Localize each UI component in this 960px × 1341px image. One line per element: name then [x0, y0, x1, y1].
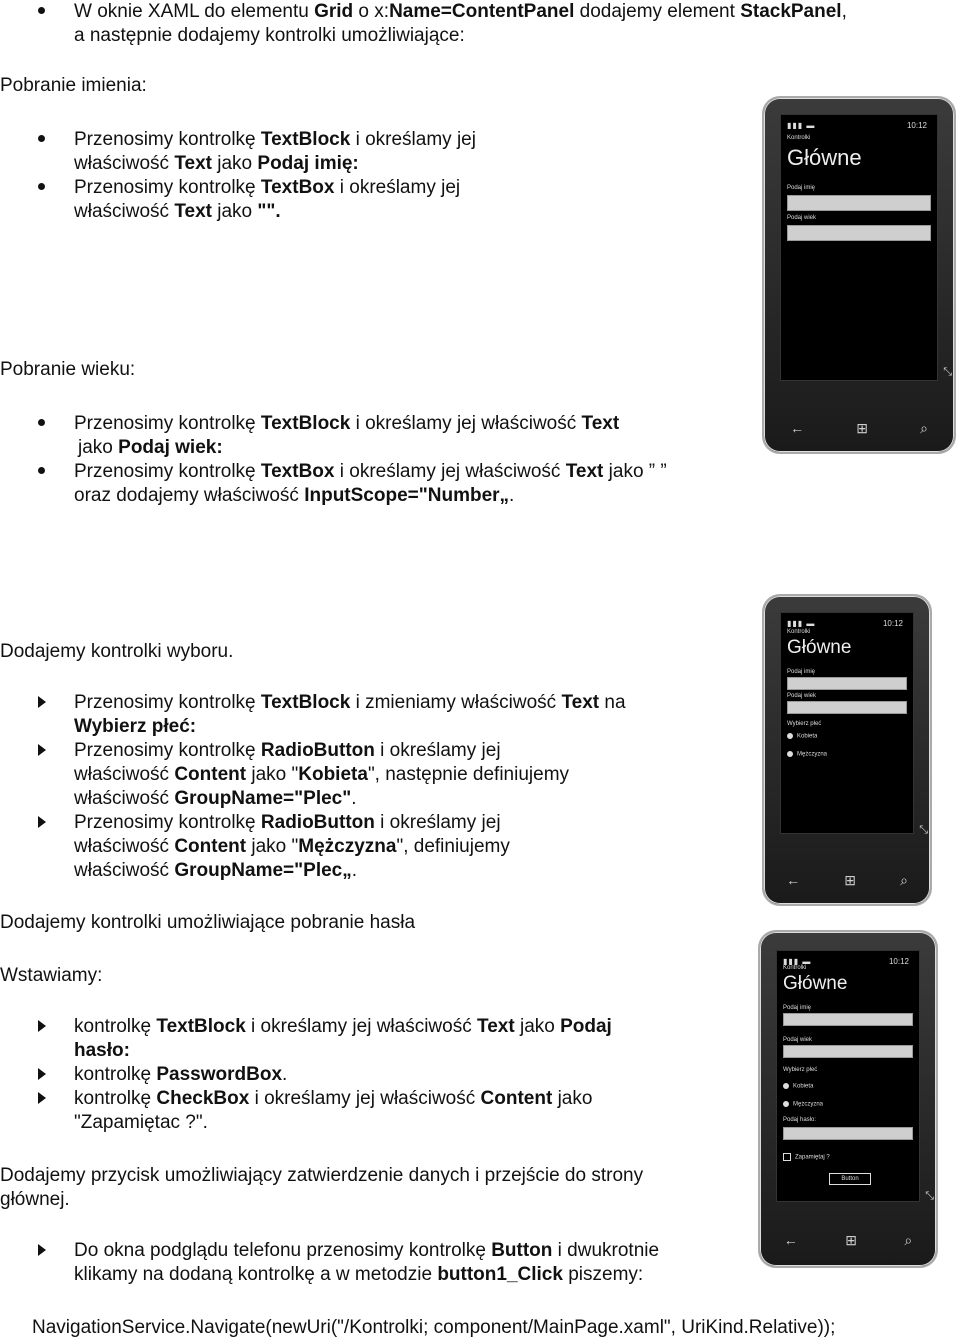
phone-screen — [780, 612, 914, 834]
bullet-arrow-icon — [38, 696, 46, 708]
page-title: Główne — [783, 973, 848, 994]
wiek-item2-line1: Przenosimy kontrolkę TextBox i określamy jej właściwość Text jako ” ” — [74, 461, 667, 482]
bullet-icon — [38, 183, 45, 190]
intro-item-line2: a następnie dodajemy kontrolki umożliwiające: — [74, 25, 465, 46]
textbox-wiek[interactable] — [787, 225, 931, 241]
heading-haslo: Dodajemy kontrolki umożliwiające pobranie hasła — [0, 912, 416, 933]
resize-icon[interactable]: ⤡ — [943, 366, 952, 378]
wybor-item2-line2: właściwość Content jako "Kobieta", następnie definiujemy — [74, 764, 570, 785]
subheading-wstawiamy: Wstawiamy: — [0, 965, 103, 986]
intro-item-line1: W oknie XAML do elementu Grid o x:Name=ContentPanel dodajemy element StackPanel, — [74, 1, 847, 22]
label-wiek: Podaj wiek — [783, 1037, 813, 1043]
bullet-icon — [38, 135, 45, 142]
search-icon[interactable]: ⌕ — [900, 871, 908, 888]
status-bar: ▮▮▮ ▬ 10:12 — [783, 957, 909, 966]
textbox-imie[interactable] — [783, 1013, 913, 1026]
wybor-item2-line1: Przenosimy kontrolkę RadioButton i określamy jej — [74, 740, 501, 761]
phone-screen — [780, 114, 938, 381]
heading-przycisk-line1: Dodajemy przycisk umożliwiający zatwierdzenie danych i przejście do strony — [0, 1165, 644, 1186]
bullet-icon — [38, 7, 45, 14]
status-bar: ▮▮▮ ▬ 10:12 — [787, 619, 903, 628]
label-wiek: Podaj wiek — [787, 215, 817, 221]
phone-mockup-1 — [762, 96, 956, 454]
signal-icon: ▮▮▮ ▬ — [783, 957, 812, 966]
signal-icon: ▮▮▮ ▬ — [787, 121, 816, 130]
wiek-item1-line1: Przenosimy kontrolkę TextBlock i określamy jej właściwość Text — [74, 413, 620, 434]
app-label: Kontrolki — [787, 135, 811, 141]
textbox-imie[interactable] — [787, 195, 931, 211]
wybor-item1-line2: Wybierz płeć: — [74, 716, 197, 737]
bullet-arrow-icon — [38, 744, 46, 756]
textbox-imie[interactable] — [787, 677, 907, 690]
radio-mezczyzna[interactable]: Mężczyzna — [787, 751, 827, 758]
resize-icon[interactable]: ⤡ — [919, 824, 928, 836]
label-plec: Wybierz płeć — [783, 1067, 818, 1073]
imie-item2-line1: Przenosimy kontrolkę TextBox i określamy jej — [74, 177, 461, 198]
haslo-item3-line1: kontrolkę CheckBox i określamy jej właściwość Content jako — [74, 1088, 593, 1109]
radio-icon — [787, 751, 793, 757]
resize-icon[interactable]: ⤡ — [925, 1190, 934, 1202]
nav-bar — [760, 1228, 936, 1252]
label-wiek: Podaj wiek — [787, 693, 817, 699]
radio-kobieta[interactable]: Kobieta — [783, 1083, 813, 1090]
label-imie: Podaj imię — [787, 185, 816, 191]
code-line: NavigationService.Navigate(newUri("/Kontrolki; component/MainPage.xaml", UriKind.Relative)); — [32, 1317, 836, 1338]
imie-item1-line2: właściwość Text jako Podaj imię: — [74, 153, 359, 174]
bullet-icon — [38, 419, 45, 426]
imie-item2-line2: właściwość Text jako "". — [74, 201, 281, 222]
bullet-icon — [38, 467, 45, 474]
wybor-item1-line1: Przenosimy kontrolkę TextBlock i zmieniamy właściwość Text na — [74, 692, 626, 713]
wybor-item3-line1: Przenosimy kontrolkę RadioButton i określamy jej — [74, 812, 501, 833]
page-title: Główne — [787, 637, 852, 658]
haslo-item3-line2: "Zapamiętac ?". — [74, 1112, 208, 1133]
search-icon[interactable]: ⌕ — [904, 1231, 913, 1248]
heading-wybor: Dodajemy kontrolki wyboru. — [0, 641, 234, 662]
status-bar: ▮▮▮ ▬ 10:12 — [787, 121, 927, 130]
radio-icon — [783, 1083, 789, 1089]
phone-mockup-3 — [758, 930, 938, 1268]
search-icon[interactable]: ⌕ — [920, 419, 928, 436]
haslo-item1-line1: kontrolkę TextBlock i określamy jej właściwość Text jako Podaj — [74, 1016, 612, 1037]
checkbox-zapamietaj[interactable]: Zapamiętaj ? — [783, 1153, 830, 1161]
radio-mezczyzna[interactable]: Mężczyzna — [783, 1101, 823, 1108]
bullet-arrow-icon — [38, 1068, 46, 1080]
signal-icon: ▮▮▮ ▬ — [787, 619, 816, 628]
haslo-item2-line1: kontrolkę PasswordBox. — [74, 1064, 288, 1085]
label-imie: Podaj imię — [787, 669, 816, 675]
nav-bar — [764, 868, 930, 892]
back-icon[interactable]: ← — [790, 420, 805, 436]
bullet-arrow-icon — [38, 816, 46, 828]
przycisk-item1-line2: klikamy na dodaną kontrolkę a w metodzie button1_Click piszemy: — [74, 1264, 644, 1285]
heading-imie: Pobranie imienia: — [0, 75, 147, 96]
heading-wiek: Pobranie wieku: — [0, 359, 136, 380]
windows-icon[interactable]: ⊞ — [844, 871, 856, 888]
phone-mockup-2 — [762, 594, 932, 906]
app-label: Kontrolki — [787, 629, 811, 635]
nav-bar — [764, 416, 954, 440]
radio-icon — [783, 1101, 789, 1107]
bullet-arrow-icon — [38, 1092, 46, 1104]
label-plec: Wybierz płeć — [787, 721, 822, 727]
radio-kobieta[interactable]: Kobieta — [787, 733, 817, 740]
back-icon[interactable]: ← — [786, 872, 801, 888]
imie-item1-line1: Przenosimy kontrolkę TextBlock i określamy jej — [74, 129, 476, 150]
phone-button[interactable]: Button — [829, 1173, 871, 1185]
phone-screen — [776, 950, 920, 1202]
przycisk-item1-line1: Do okna podglądu telefonu przenosimy kontrolkę Button i dwukrotnie — [74, 1240, 660, 1261]
page-title: Główne — [787, 145, 862, 170]
back-icon[interactable]: ← — [783, 1232, 798, 1248]
textbox-wiek[interactable] — [787, 701, 907, 714]
wiek-item2-line2: oraz dodajemy właściwość InputScope="Number„. — [74, 485, 515, 506]
haslo-item1-line2: hasło: — [74, 1040, 130, 1061]
wiek-item1-line2: jako Podaj wiek: — [78, 437, 223, 458]
passwordbox[interactable] — [783, 1127, 913, 1140]
windows-icon[interactable]: ⊞ — [845, 1231, 857, 1248]
radio-icon — [787, 733, 793, 739]
checkbox-icon — [783, 1153, 791, 1161]
windows-icon[interactable]: ⊞ — [856, 419, 868, 436]
wybor-item3-line2: właściwość Content jako "Mężczyzna", definiujemy — [74, 836, 510, 857]
textbox-wiek[interactable] — [783, 1045, 913, 1058]
bullet-arrow-icon — [38, 1244, 46, 1256]
heading-przycisk-line2: głównej. — [0, 1189, 70, 1210]
label-haslo: Podaj hasło: — [783, 1117, 817, 1123]
wybor-item3-line3: właściwość GroupName="Plec„. — [74, 860, 358, 881]
bullet-arrow-icon — [38, 1020, 46, 1032]
label-imie: Podaj imię — [783, 1005, 812, 1011]
wybor-item2-line3: właściwość GroupName="Plec". — [74, 788, 357, 809]
app-label: Kontrolki — [783, 965, 807, 971]
